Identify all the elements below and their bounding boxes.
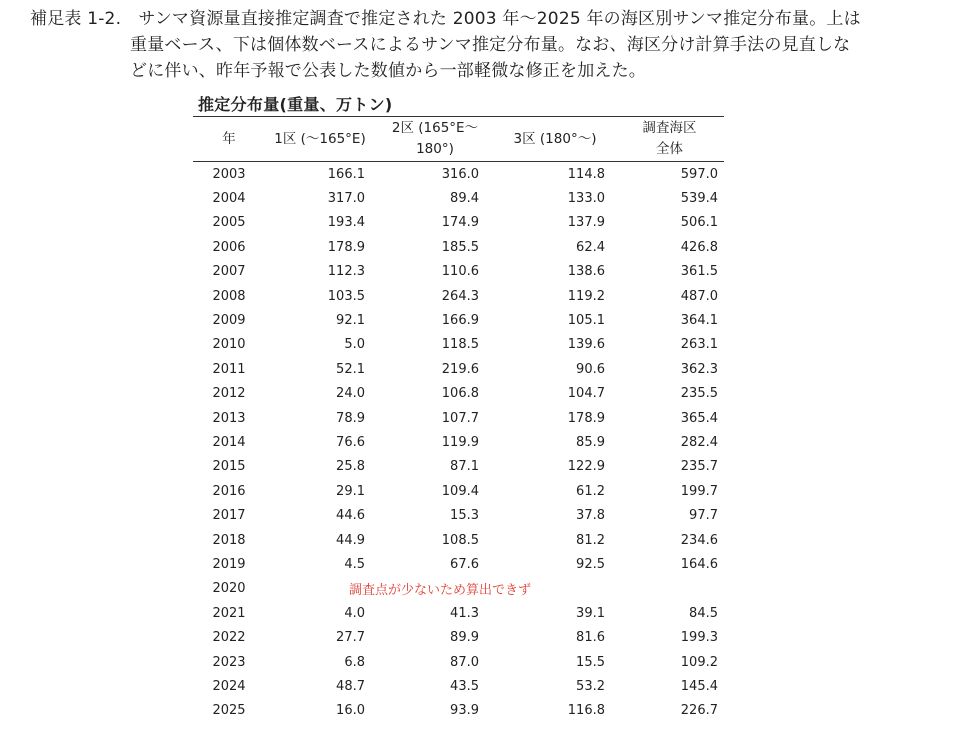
cell-total: 362.3: [680, 361, 718, 377]
header-total: [615, 117, 724, 162]
cell-district-1: 27.7: [336, 630, 365, 646]
cell-district-3: 90.6: [576, 361, 605, 377]
cell-total: 199.7: [680, 483, 718, 499]
cell-district-1: 178.9: [327, 239, 365, 255]
cell-district-3: 81.6: [576, 630, 605, 646]
table-row: [193, 528, 724, 552]
cell-district-2: 219.6: [441, 361, 479, 377]
cell-district-1: 48.7: [336, 678, 365, 694]
cell-district-1: 44.6: [336, 508, 365, 524]
cell-district-1: 52.1: [336, 361, 365, 377]
cell-district-1: 78.9: [336, 410, 365, 426]
table-row: [193, 162, 724, 187]
cell-district-3: 53.2: [576, 678, 605, 694]
cell-total: 199.3: [680, 630, 718, 646]
cell-district-3: 114.8: [567, 166, 605, 182]
cell-total: 506.1: [680, 215, 718, 231]
cell-year: 2012: [212, 386, 246, 402]
cell-district-1: 5.0: [344, 337, 365, 353]
header-district-2-line-2: 180°): [416, 141, 454, 157]
cell-district-1: 44.9: [336, 532, 365, 548]
cell-year: 2003: [212, 166, 246, 182]
cell-total: 84.5: [689, 605, 718, 621]
cell-district-3: 105.1: [567, 313, 605, 329]
cell-year: 2017: [212, 508, 246, 524]
cell-year: 2016: [212, 483, 246, 499]
cell-total: 235.7: [680, 459, 718, 475]
caption-line-3: どに伴い、昨年予報で公表した数値から一部軽微な修正を加えた。: [130, 61, 646, 81]
cell-district-1: 112.3: [327, 264, 365, 280]
cell-total: 145.4: [680, 678, 718, 694]
cell-district-3: 15.5: [576, 654, 605, 670]
cell-year: 2009: [212, 313, 246, 329]
cell-year: 2018: [212, 532, 246, 548]
cell-total: 164.6: [680, 556, 718, 572]
cell-total: 226.7: [680, 703, 718, 719]
cell-district-2: 119.9: [441, 434, 479, 450]
table-row: [193, 382, 724, 406]
cell-district-1: 4.5: [344, 556, 365, 572]
cell-note: 調査点が少ないため算出できず: [348, 583, 531, 599]
cell-year: 2021: [212, 605, 246, 621]
cell-year: 2007: [212, 264, 246, 280]
cell-year: 2020: [212, 581, 246, 597]
cell-district-3: 85.9: [576, 434, 605, 450]
cell-district-3: 137.9: [567, 215, 605, 231]
table-row: [193, 186, 724, 210]
table-row: [193, 357, 724, 381]
cell-year: 2024: [212, 678, 246, 694]
cell-district-3: 61.2: [576, 483, 605, 499]
cell-district-1: 92.1: [336, 313, 365, 329]
table-row: [193, 650, 724, 674]
table-header: [193, 117, 724, 162]
cell-year: 2006: [212, 239, 246, 255]
header-total-line-2: 全体: [656, 141, 683, 157]
table-row: [193, 479, 724, 503]
table-row: [193, 211, 724, 235]
cell-district-1: 76.6: [336, 434, 365, 450]
distribution-table: [193, 116, 724, 723]
cell-year: 2004: [212, 191, 246, 207]
cell-district-1: 24.0: [336, 386, 365, 402]
cell-year: 2010: [212, 337, 246, 353]
cell-district-2: 264.3: [441, 288, 479, 304]
cell-district-3: 104.7: [567, 386, 605, 402]
cell-district-3: 39.1: [576, 605, 605, 621]
cell-year: 2015: [212, 459, 246, 475]
table-row: [193, 601, 724, 625]
table-title: 推定分布量(重量、万トン): [198, 95, 393, 114]
cell-district-1: 317.0: [327, 191, 365, 207]
cell-year: 2013: [212, 410, 246, 426]
table-row: [193, 674, 724, 698]
table-row: [193, 333, 724, 357]
header-district-1: 1区 (～165°E): [274, 130, 366, 147]
cell-year: 2025: [212, 703, 246, 719]
cell-total: 365.4: [680, 410, 718, 426]
cell-total: 426.8: [680, 239, 718, 255]
cell-district-1: 16.0: [336, 703, 365, 719]
table-row: [193, 577, 724, 601]
cell-total: 361.5: [680, 264, 718, 280]
table-row: [193, 699, 724, 723]
header-row: [193, 117, 724, 162]
cell-district-1: 6.8: [344, 654, 365, 670]
cell-year: 2014: [212, 434, 246, 450]
table-row: [193, 625, 724, 649]
cell-district-1: 4.0: [344, 605, 365, 621]
cell-total: 597.0: [680, 166, 718, 182]
caption-line-2: 重量ベース、下は個体数ベースによるサンマ推定分布量。なお、海区分け計算手法の見直しな: [130, 35, 851, 55]
table-row: [193, 503, 724, 527]
header-year: 年: [222, 130, 236, 147]
caption: [30, 6, 965, 84]
cell-district-1: 29.1: [336, 483, 365, 499]
table-row: [193, 552, 724, 576]
cell-district-3: 133.0: [567, 191, 605, 207]
cell-district-3: 119.2: [567, 288, 605, 304]
table-row: [193, 430, 724, 454]
table-body: [193, 162, 724, 723]
cell-total: 234.6: [680, 532, 718, 548]
cell-year: 2008: [212, 288, 246, 304]
cell-district-2: 87.0: [450, 654, 479, 670]
header-district-2: [375, 117, 495, 162]
cell-total: 263.1: [680, 337, 718, 353]
cell-district-2: 43.5: [450, 678, 479, 694]
cell-district-3: 138.6: [567, 264, 605, 280]
cell-district-2: 93.9: [450, 703, 479, 719]
cell-total: 109.2: [680, 654, 718, 670]
cell-district-2: 108.5: [441, 532, 479, 548]
table-row: [193, 235, 724, 259]
cell-district-2: 41.3: [450, 605, 479, 621]
cell-empty: [615, 577, 724, 601]
cell-district-2: 185.5: [441, 239, 479, 255]
cell-total: 97.7: [689, 508, 718, 524]
cell-district-3: 122.9: [567, 459, 605, 475]
cell-district-2: 67.6: [450, 556, 479, 572]
cell-year: 2022: [212, 630, 246, 646]
header-district-2-line-1: 2区 (165°E～: [391, 120, 479, 136]
cell-total: 282.4: [680, 434, 718, 450]
cell-district-3: 37.8: [576, 508, 605, 524]
cell-district-3: 92.5: [576, 556, 605, 572]
cell-total: 487.0: [680, 288, 718, 304]
cell-district-3: 178.9: [567, 410, 605, 426]
cell-district-2: 174.9: [441, 215, 479, 231]
cell-district-3: 81.2: [576, 532, 605, 548]
cell-district-2: 109.4: [441, 483, 479, 499]
cell-district-3: 139.6: [567, 337, 605, 353]
cell-total: 539.4: [680, 191, 718, 207]
cell-total: 235.5: [680, 386, 718, 402]
cell-district-2: 15.3: [450, 508, 479, 524]
cell-district-1: 25.8: [336, 459, 365, 475]
table-row: [193, 260, 724, 284]
cell-district-1: 103.5: [327, 288, 365, 304]
cell-district-2: 89.4: [450, 191, 479, 207]
table-row: [193, 455, 724, 479]
table-row: [193, 308, 724, 332]
cell-district-3: 116.8: [567, 703, 605, 719]
cell-district-2: 106.8: [441, 386, 479, 402]
table-row: [193, 406, 724, 430]
table-row: [193, 284, 724, 308]
cell-district-2: 118.5: [441, 337, 479, 353]
cell-district-1: 166.1: [327, 166, 365, 182]
cell-year: 2005: [212, 215, 246, 231]
cell-district-2: 316.0: [441, 166, 479, 182]
cell-year: 2011: [212, 361, 246, 377]
cell-district-1: 193.4: [327, 215, 365, 231]
cell-year: 2019: [212, 556, 246, 572]
header-total-line-1: 調査海区: [642, 120, 697, 136]
cell-year: 2023: [212, 654, 246, 670]
cell-district-2: 107.7: [441, 410, 479, 426]
caption-line-1: 補足表 1-2. サンマ資源量直接推定調査で推定された 2003 年～2025 年の海区別サンマ推定分布量。上は: [30, 9, 861, 29]
cell-district-3: 62.4: [576, 239, 605, 255]
cell-district-2: 166.9: [441, 313, 479, 329]
cell-district-2: 89.9: [450, 630, 479, 646]
header-district-3: 3区 (180°～): [513, 130, 597, 147]
cell-district-2: 87.1: [450, 459, 479, 475]
cell-district-2: 110.6: [441, 264, 479, 280]
cell-total: 364.1: [680, 313, 718, 329]
